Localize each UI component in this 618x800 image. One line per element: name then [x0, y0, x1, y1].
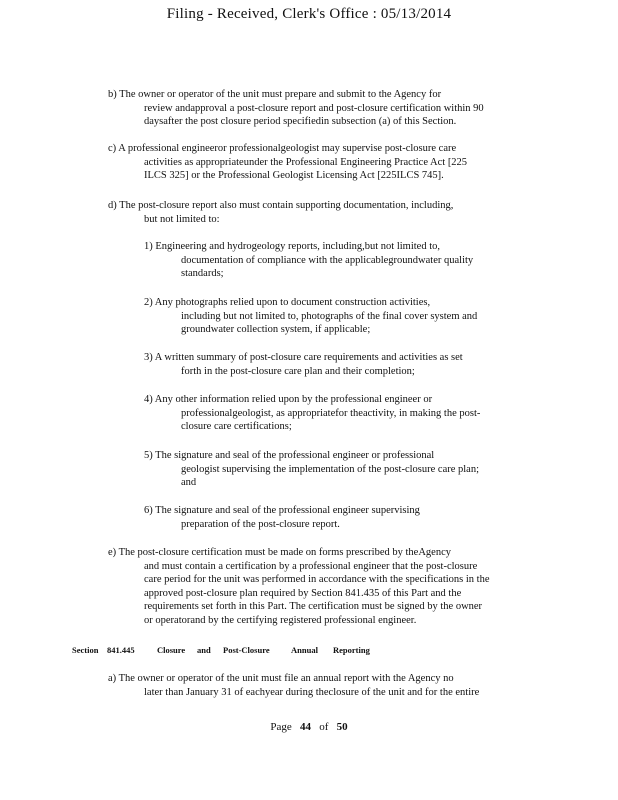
subparagraph-2 — [144, 296, 544, 337]
paragraph-line: including but not limited to, photographs of the final cover system and — [181, 310, 478, 322]
paragraph-line: requirements set forth in this Part. The certification must be signed by the owner — [144, 601, 483, 612]
subparagraph-1 — [144, 240, 544, 281]
paragraph-line: but not limited to: — [144, 213, 220, 225]
paragraph-e — [108, 546, 548, 627]
paragraph-line: and — [181, 477, 197, 488]
paragraph-c — [108, 142, 548, 183]
paragraph-line: forth in the post-closure care plan and their completion; — [181, 365, 415, 377]
page-total: 50 — [336, 721, 348, 733]
paragraph-line: e) The post-closure certification must be made on forms prescribed by theAgency — [108, 547, 451, 558]
paragraph-line: a) The owner or operator of the unit must file an annual report with the Agency no — [108, 673, 454, 684]
section-title-word: Closure — [157, 645, 186, 655]
paragraph-line: d) The post-closure report also must contain supporting documentation, including, — [108, 200, 454, 211]
subparagraph-6 — [144, 504, 544, 531]
paragraph-d — [108, 199, 548, 226]
paragraph-line: documentation of compliance with the applicablegroundwater quality — [181, 254, 474, 266]
section-number: 841.445 — [107, 645, 135, 655]
paragraph-line: ILCS 325] or the Professional Geologist Licensing Act [225ILCS 745]. — [144, 170, 444, 181]
paragraph-line: 3) A written summary of post-closure care requirements and activities as set — [144, 352, 463, 363]
page-footer — [0, 721, 618, 733]
section-title-word: Annual — [291, 645, 318, 655]
section-title-word: Post-Closure — [223, 645, 270, 655]
paragraph-line: daysafter the post closure period specifiedin subsection (a) of this Section. — [144, 116, 457, 127]
paragraph-line: care period for the unit was performed in accordance with the specifications in the — [144, 574, 490, 585]
paragraph-line: closure care certifications; — [181, 421, 292, 432]
document-header — [0, 6, 618, 23]
paragraph-a — [108, 672, 548, 699]
paragraph-line: b) The owner or operator of the unit must prepare and submit to the Agency for — [108, 89, 442, 100]
paragraph-line: 4) Any other information relied upon by the professional engineer or — [144, 394, 433, 405]
paragraph-line: review andapproval a post-closure report and post-closure certification within 90 — [144, 102, 484, 114]
subparagraph-5 — [144, 449, 544, 490]
page-of: of — [319, 721, 329, 733]
paragraph-line: 2) Any photographs relied upon to document construction activities, — [144, 297, 431, 308]
paragraph-line: or operatorand by the certifying registered professional engineer. — [144, 614, 417, 626]
paragraph-line: approved post-closure plan required by Section 841.435 of this Part and the — [144, 587, 462, 599]
paragraph-line: standards; — [181, 268, 224, 279]
subparagraph-4 — [144, 393, 544, 434]
section-title-word: Reporting — [333, 645, 370, 655]
paragraph-line: 5) The signature and seal of the professional engineer or professional — [144, 450, 435, 461]
paragraph-line: 1) Engineering and hydrogeology reports, including,but not limited to, — [144, 241, 440, 252]
paragraph-line: geologist supervising the implementation of the post-closure care plan; — [181, 463, 480, 475]
paragraph-line: professionalgeologist, as appropriatefor theactivity, in making the post- — [181, 407, 481, 419]
paragraph-line: and must contain a certification by a professional engineer that the post-closure — [144, 560, 478, 572]
page-number: 44 — [299, 721, 311, 733]
paragraph-line: groundwater collection system, if applicable; — [181, 324, 371, 335]
paragraph-line: preparation of the post-closure report. — [181, 518, 340, 530]
paragraph-line: activities as appropriateunder the Professional Engineering Practice Act [225 — [144, 156, 468, 168]
page-label: Page — [270, 721, 292, 733]
subparagraph-3 — [144, 351, 544, 378]
paragraph-line: c) A professional engineeror professionalgeologist may supervise post-closure care — [108, 143, 457, 154]
filing-stamp: Filing - Received, Clerk's Office : 05/13/2014 — [166, 6, 452, 22]
paragraph-line: 6) The signature and seal of the professional engineer supervising — [144, 505, 420, 516]
section-label: Section — [72, 645, 99, 655]
section-title-word: and — [197, 645, 211, 655]
paragraph-b — [108, 88, 548, 129]
section-heading — [72, 645, 372, 655]
paragraph-line: later than January 31 of eachyear during theclosure of the unit and for the entire — [144, 686, 480, 698]
